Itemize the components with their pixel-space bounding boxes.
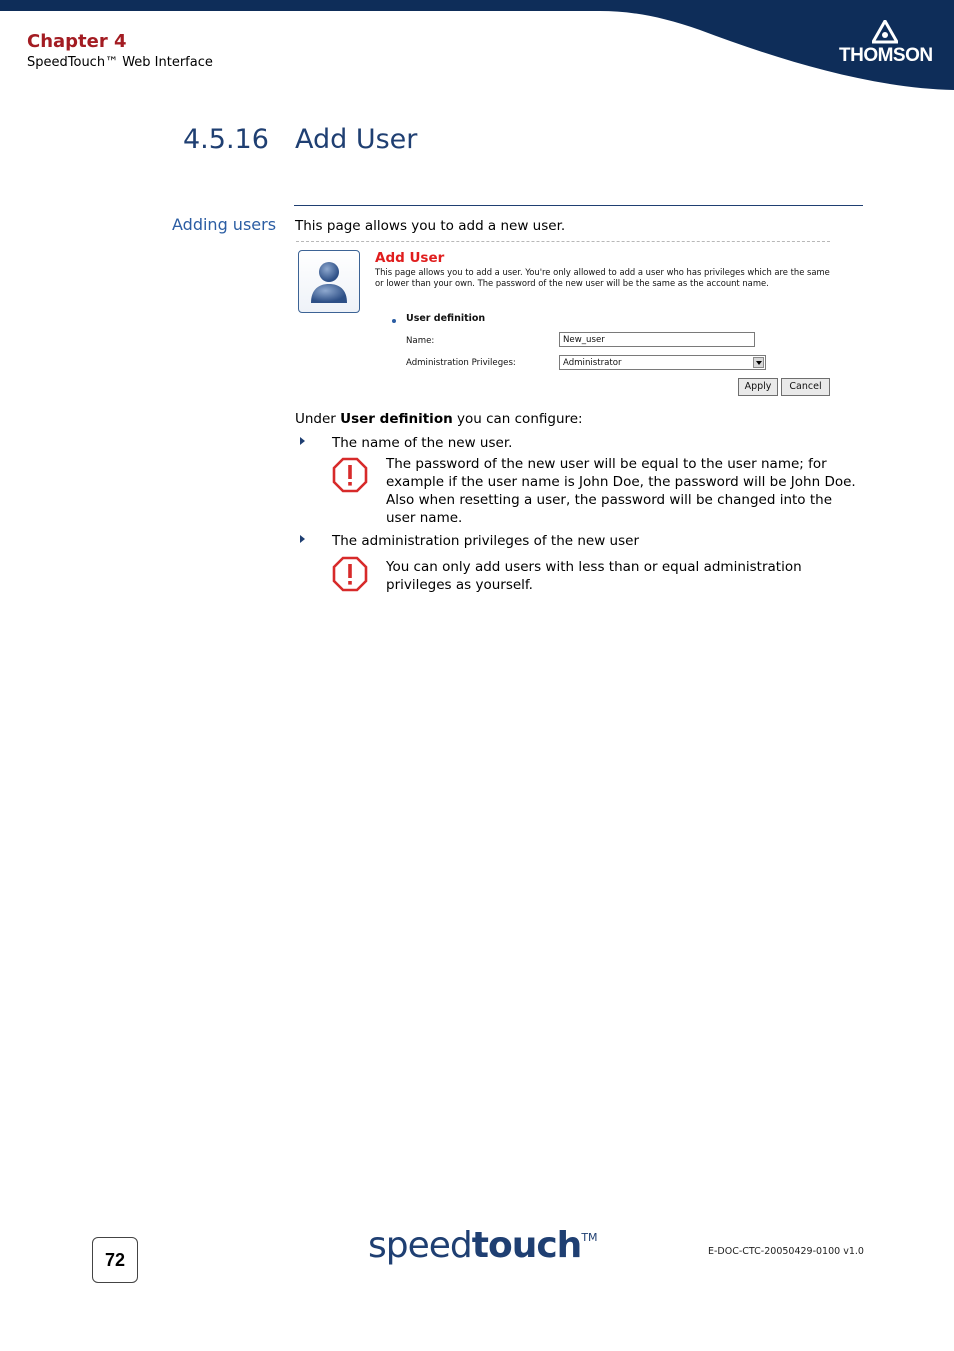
brand-tm: TM	[581, 1231, 598, 1244]
user-definition-heading: User definition	[406, 313, 486, 324]
name-input[interactable]: New_user	[559, 332, 755, 347]
cancel-button[interactable]: Cancel	[781, 378, 830, 396]
warning-icon	[332, 457, 368, 493]
configure-prefix: Under	[295, 411, 341, 427]
note-text: The password of the new user will be equal to the user name; for example if the user name is John Doe, the password will be John Doe. Also when resetting a user, the password will be changed into the user name.	[386, 456, 856, 526]
brand-bold: touch	[471, 1225, 582, 1266]
dashed-divider	[296, 241, 830, 242]
arrow-bullet-icon	[300, 535, 305, 543]
user-avatar-icon	[298, 250, 360, 313]
screenshot-description: This page allows you to add a user. You're only allowed to add a user who has privileges which are the same or lower than your own. The password of the new user will be the same as the account name.	[375, 267, 830, 288]
header-banner	[0, 0, 954, 92]
arrow-bullet-icon	[300, 437, 305, 445]
bullet-dot-icon	[392, 319, 396, 323]
configure-intro	[295, 410, 583, 428]
screenshot-title: Add User	[375, 250, 445, 266]
thomson-logo-icon	[872, 20, 898, 44]
list-item: The administration privileges of the new user	[332, 533, 640, 549]
add-user-screenshot	[296, 241, 832, 401]
note-text: You can only add users with less than or equal administration privileges as yourself.	[386, 559, 802, 593]
chapter-label: Chapter 4	[27, 31, 127, 52]
header-subtitle: SpeedTouch™ Web Interface	[27, 55, 213, 70]
section-rule	[294, 205, 863, 206]
privileges-label: Administration Privileges:	[406, 358, 516, 368]
document-id: E-DOC-CTC-20050429-0100 v1.0	[708, 1246, 864, 1257]
intro-text: This page allows you to add a new user.	[295, 218, 566, 234]
name-label: Name:	[406, 336, 435, 346]
page-number: 72	[92, 1237, 138, 1283]
section-number: 4.5.16	[183, 124, 269, 155]
list-item: The name of the new user.	[332, 435, 513, 451]
side-heading: Adding users	[172, 215, 277, 234]
configure-suffix: you can configure:	[452, 411, 583, 427]
chevron-down-icon[interactable]	[753, 357, 764, 368]
warning-icon	[332, 556, 368, 592]
privileges-select-value: Administrator	[563, 358, 622, 368]
configure-bold: User definition	[340, 411, 453, 427]
thomson-logo: THOMSON	[839, 45, 933, 66]
section-title-text: Add User	[295, 124, 418, 155]
privileges-select[interactable]	[559, 355, 766, 370]
brand-light: speed	[368, 1225, 472, 1266]
user-avatar-graphic	[299, 251, 359, 312]
section-title	[183, 124, 417, 155]
speedtouch-logo	[368, 1225, 598, 1266]
apply-button[interactable]: Apply	[738, 378, 778, 396]
